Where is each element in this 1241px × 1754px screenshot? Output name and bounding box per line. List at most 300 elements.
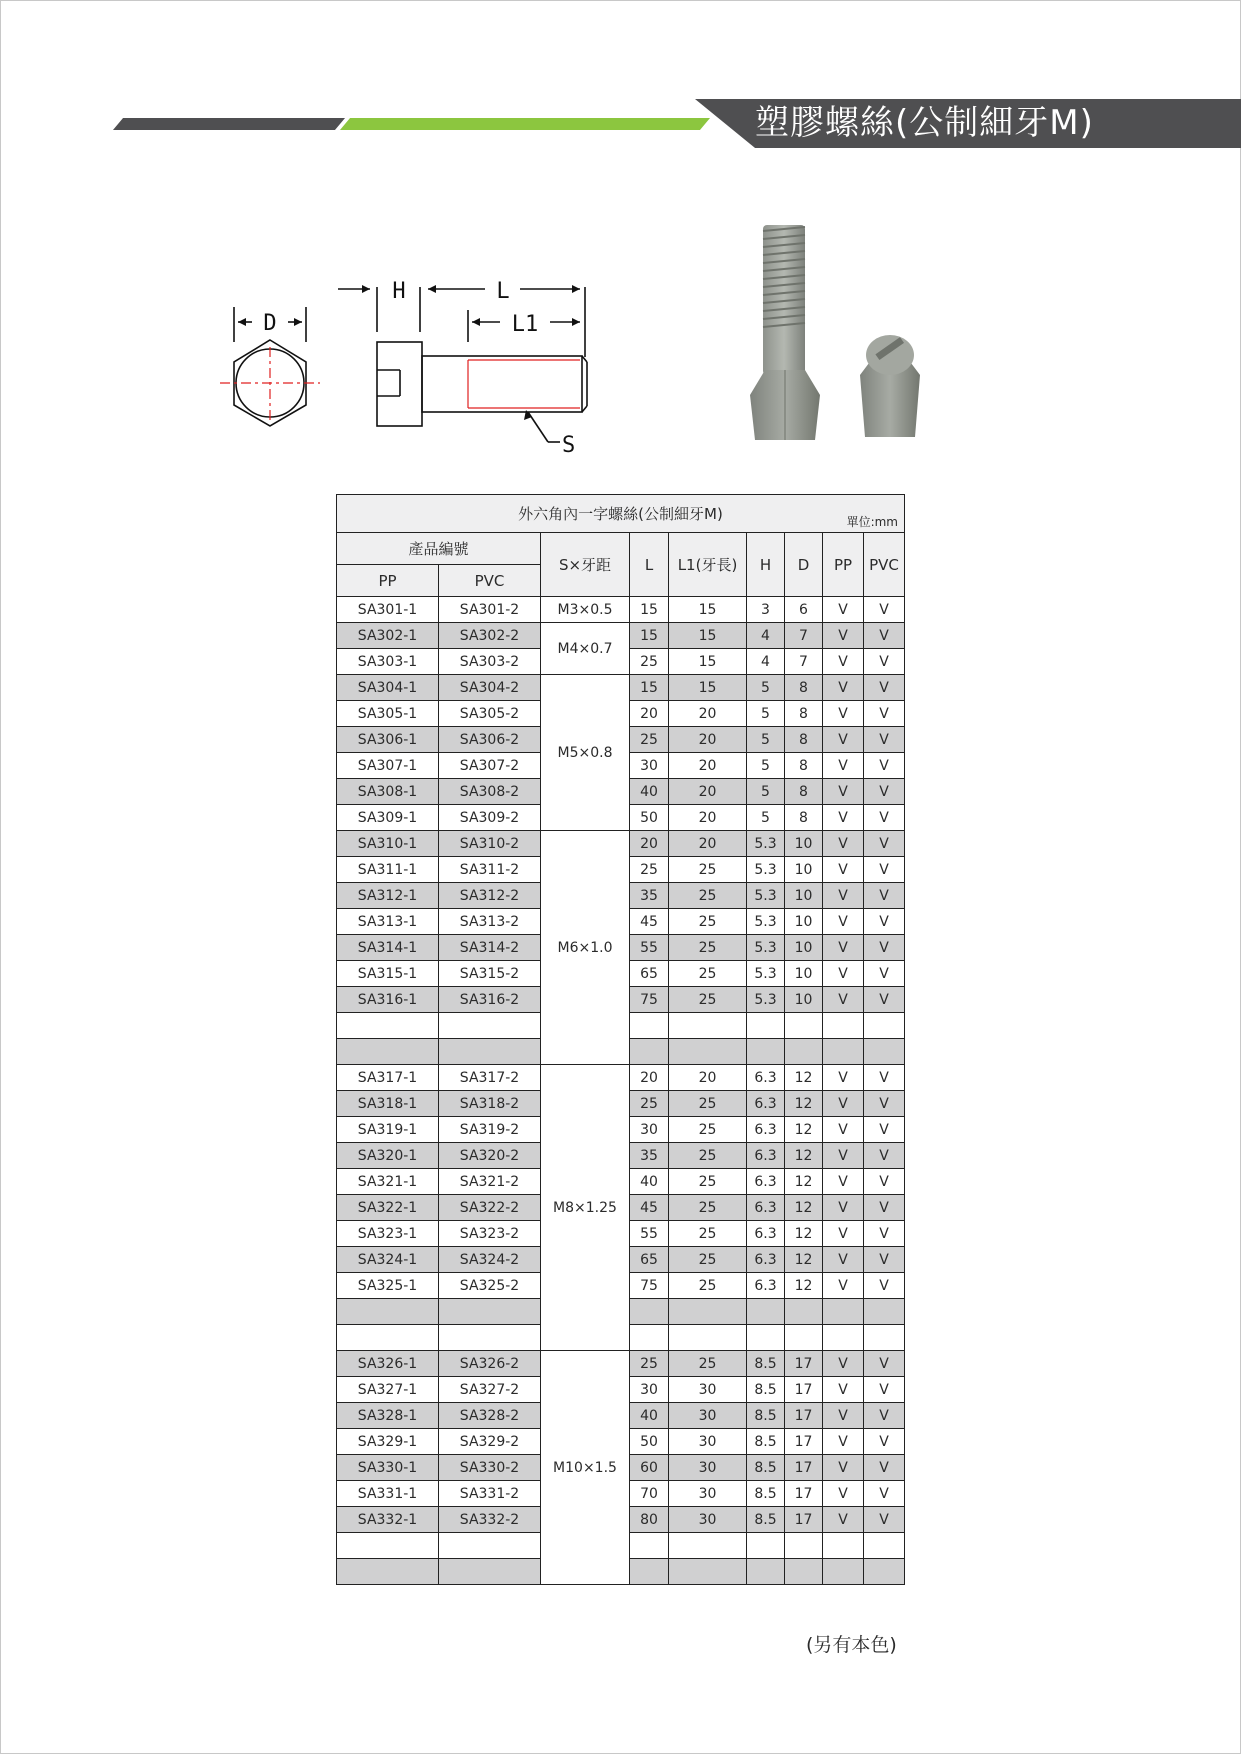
cell-head-height: 8.5 xyxy=(747,1455,785,1481)
cell-pvc-code: SA304-2 xyxy=(439,675,541,701)
cell-thread-length xyxy=(669,1533,747,1559)
cell-width-across-flats: 12 xyxy=(785,1221,823,1247)
cell-pp-code: SA314-1 xyxy=(337,935,439,961)
cell-length: 20 xyxy=(630,831,669,857)
cell-pp-code: SA315-1 xyxy=(337,961,439,987)
cell-pp-available: V xyxy=(823,1429,864,1455)
cell-head-height: 8.5 xyxy=(747,1481,785,1507)
cell-pp-available xyxy=(823,1299,864,1325)
cell-pp-code xyxy=(337,1325,439,1351)
cell-head-height: 5 xyxy=(747,727,785,753)
cell-length xyxy=(630,1325,669,1351)
cell-pvc-code xyxy=(439,1559,541,1585)
table-unit: 單位:mm xyxy=(846,515,898,529)
cell-length: 60 xyxy=(630,1455,669,1481)
cell-length: 55 xyxy=(630,935,669,961)
cell-thread-length xyxy=(669,1325,747,1351)
table-row xyxy=(337,623,905,649)
cell-thread-length: 25 xyxy=(669,961,747,987)
cell-pvc-available xyxy=(864,1533,905,1559)
cell-width-across-flats: 6 xyxy=(785,597,823,623)
cell-pvc-code: SA327-2 xyxy=(439,1377,541,1403)
cell-pvc-code: SA306-2 xyxy=(439,727,541,753)
cell-pvc-available: V xyxy=(864,987,905,1013)
cell-width-across-flats: 12 xyxy=(785,1143,823,1169)
cell-head-height: 6.3 xyxy=(747,1273,785,1299)
cell-head-height: 5.3 xyxy=(747,857,785,883)
cell-width-across-flats xyxy=(785,1299,823,1325)
cell-head-height: 6.3 xyxy=(747,1221,785,1247)
cell-thread-length: 25 xyxy=(669,1221,747,1247)
page-title: 塑膠螺絲(公制細牙M) xyxy=(755,103,1094,143)
cell-pvc-code xyxy=(439,1013,541,1039)
cell-pp-available xyxy=(823,1013,864,1039)
cell-thread-length: 15 xyxy=(669,623,747,649)
cell-pp-code: SA332-1 xyxy=(337,1507,439,1533)
cell-pvc-available: V xyxy=(864,857,905,883)
cell-pvc-available: V xyxy=(864,779,905,805)
product-photo xyxy=(735,215,935,455)
table-row xyxy=(337,1351,905,1377)
diagram-label-h: H xyxy=(392,279,406,304)
cell-pp-available xyxy=(823,1559,864,1585)
cell-pvc-available: V xyxy=(864,1169,905,1195)
cell-pp-available: V xyxy=(823,1221,864,1247)
cell-head-height: 5.3 xyxy=(747,831,785,857)
diagram-label-l1: L1 xyxy=(511,312,539,337)
cell-pp-code xyxy=(337,1559,439,1585)
header-h: H xyxy=(747,533,785,597)
cell-pvc-available: V xyxy=(864,1143,905,1169)
cell-pp-code: SA305-1 xyxy=(337,701,439,727)
cell-length: 40 xyxy=(630,1403,669,1429)
cell-pvc-available: V xyxy=(864,961,905,987)
cell-width-across-flats xyxy=(785,1533,823,1559)
table-row xyxy=(337,831,905,857)
spec-table xyxy=(336,494,905,1585)
cell-head-height: 8.5 xyxy=(747,1403,785,1429)
cell-length: 35 xyxy=(630,883,669,909)
cell-head-height: 8.5 xyxy=(747,1429,785,1455)
cell-width-across-flats: 8 xyxy=(785,701,823,727)
header-pvc: PVC xyxy=(439,565,541,597)
cell-head-height: 5 xyxy=(747,701,785,727)
cell-thread-length: 30 xyxy=(669,1481,747,1507)
cell-pp-available: V xyxy=(823,1481,864,1507)
cell-pp-available: V xyxy=(823,701,864,727)
cell-thread-length: 25 xyxy=(669,883,747,909)
cell-head-height: 6.3 xyxy=(747,1195,785,1221)
cell-pp-available: V xyxy=(823,1117,864,1143)
cell-width-across-flats xyxy=(785,1559,823,1585)
cell-pp-code: SA328-1 xyxy=(337,1403,439,1429)
cell-length: 20 xyxy=(630,701,669,727)
cell-pvc-code: SA315-2 xyxy=(439,961,541,987)
cell-width-across-flats: 7 xyxy=(785,649,823,675)
cell-pvc-code xyxy=(439,1299,541,1325)
cell-width-across-flats: 17 xyxy=(785,1377,823,1403)
cell-width-across-flats: 17 xyxy=(785,1429,823,1455)
cell-pvc-code: SA313-2 xyxy=(439,909,541,935)
cell-pvc-available: V xyxy=(864,1221,905,1247)
cell-length: 15 xyxy=(630,675,669,701)
cell-pp-code: SA318-1 xyxy=(337,1091,439,1117)
cell-pp-code: SA317-1 xyxy=(337,1065,439,1091)
header-product-no: 產品編號 xyxy=(337,533,541,565)
cell-length: 20 xyxy=(630,1065,669,1091)
cell-pvc-available: V xyxy=(864,1117,905,1143)
cell-length: 65 xyxy=(630,961,669,987)
cell-pvc-available xyxy=(864,1013,905,1039)
cell-length: 25 xyxy=(630,727,669,753)
cell-pp-code: SA324-1 xyxy=(337,1247,439,1273)
cell-head-height xyxy=(747,1039,785,1065)
cell-thread-length: 25 xyxy=(669,1117,747,1143)
cell-width-across-flats: 10 xyxy=(785,935,823,961)
cell-pvc-code xyxy=(439,1325,541,1351)
cell-head-height: 6.3 xyxy=(747,1169,785,1195)
cell-width-across-flats xyxy=(785,1325,823,1351)
cell-thread-length: 20 xyxy=(669,831,747,857)
cell-pp-code: SA327-1 xyxy=(337,1377,439,1403)
cell-length: 25 xyxy=(630,857,669,883)
cell-head-height xyxy=(747,1299,785,1325)
cell-head-height xyxy=(747,1325,785,1351)
cell-pp-available: V xyxy=(823,779,864,805)
footer-note: (另有本色) xyxy=(806,1634,897,1656)
cell-pvc-available: V xyxy=(864,623,905,649)
cell-pvc-code: SA305-2 xyxy=(439,701,541,727)
cell-width-across-flats xyxy=(785,1013,823,1039)
cell-pp-code: SA320-1 xyxy=(337,1143,439,1169)
cell-pvc-available: V xyxy=(864,1065,905,1091)
cell-thread-length: 25 xyxy=(669,1091,747,1117)
cell-pp-code: SA316-1 xyxy=(337,987,439,1013)
table-row xyxy=(337,675,905,701)
header-dark-bar xyxy=(113,118,345,130)
cell-pp-code: SA323-1 xyxy=(337,1221,439,1247)
cell-width-across-flats: 10 xyxy=(785,909,823,935)
cell-width-across-flats: 12 xyxy=(785,1117,823,1143)
cell-length: 30 xyxy=(630,753,669,779)
cell-width-across-flats: 8 xyxy=(785,675,823,701)
header-pvc-material: PVC xyxy=(864,533,905,597)
cell-thread-length: 25 xyxy=(669,909,747,935)
cell-thread-pitch: M4×0.7 xyxy=(541,623,630,675)
header-l1: L1(牙長) xyxy=(669,533,747,597)
cell-thread-pitch: M6×1.0 xyxy=(541,831,630,1065)
cell-pp-available: V xyxy=(823,1143,864,1169)
cell-thread-length: 20 xyxy=(669,753,747,779)
diagram-label-s: S xyxy=(562,433,576,458)
cell-length xyxy=(630,1559,669,1585)
cell-pvc-available: V xyxy=(864,1273,905,1299)
cell-pp-available xyxy=(823,1039,864,1065)
cell-pp-code xyxy=(337,1299,439,1325)
cell-pp-code: SA309-1 xyxy=(337,805,439,831)
cell-pp-available: V xyxy=(823,1377,864,1403)
cell-length: 30 xyxy=(630,1377,669,1403)
cell-pp-available: V xyxy=(823,753,864,779)
table-row xyxy=(337,1065,905,1091)
cell-head-height: 5 xyxy=(747,779,785,805)
cell-width-across-flats: 12 xyxy=(785,1273,823,1299)
cell-pvc-available: V xyxy=(864,805,905,831)
cell-width-across-flats: 12 xyxy=(785,1195,823,1221)
cell-thread-length: 20 xyxy=(669,1065,747,1091)
cell-head-height: 6.3 xyxy=(747,1143,785,1169)
cell-thread-length xyxy=(669,1039,747,1065)
cell-pvc-available: V xyxy=(864,753,905,779)
cell-pp-code: SA321-1 xyxy=(337,1169,439,1195)
cell-length: 15 xyxy=(630,623,669,649)
cell-thread-length: 20 xyxy=(669,727,747,753)
cell-pvc-available: V xyxy=(864,1429,905,1455)
cell-pvc-code: SA314-2 xyxy=(439,935,541,961)
cell-width-across-flats: 12 xyxy=(785,1247,823,1273)
cell-thread-length: 20 xyxy=(669,701,747,727)
cell-pp-code xyxy=(337,1013,439,1039)
cell-head-height xyxy=(747,1533,785,1559)
cell-thread-length xyxy=(669,1559,747,1585)
cell-thread-length: 15 xyxy=(669,675,747,701)
cell-pvc-available: V xyxy=(864,597,905,623)
cell-head-height: 8.5 xyxy=(747,1351,785,1377)
cell-thread-length: 25 xyxy=(669,1195,747,1221)
cell-pp-code: SA308-1 xyxy=(337,779,439,805)
cell-width-across-flats: 10 xyxy=(785,961,823,987)
cell-pp-code: SA302-1 xyxy=(337,623,439,649)
cell-width-across-flats: 10 xyxy=(785,831,823,857)
header-pp-material: PP xyxy=(823,533,864,597)
cell-pp-available: V xyxy=(823,1091,864,1117)
screw-dimension-diagram xyxy=(210,262,610,462)
cell-pvc-available xyxy=(864,1325,905,1351)
cell-thread-pitch: M8×1.25 xyxy=(541,1065,630,1351)
cell-width-across-flats: 17 xyxy=(785,1481,823,1507)
cell-thread-length: 25 xyxy=(669,1247,747,1273)
cell-pp-available: V xyxy=(823,597,864,623)
cell-thread-length: 30 xyxy=(669,1377,747,1403)
cell-pp-code: SA304-1 xyxy=(337,675,439,701)
cell-pp-available: V xyxy=(823,987,864,1013)
cell-head-height xyxy=(747,1013,785,1039)
cell-head-height: 8.5 xyxy=(747,1377,785,1403)
cell-width-across-flats: 12 xyxy=(785,1169,823,1195)
cell-pvc-available: V xyxy=(864,1247,905,1273)
cell-length: 50 xyxy=(630,1429,669,1455)
cell-pp-available: V xyxy=(823,727,864,753)
cell-pvc-code: SA307-2 xyxy=(439,753,541,779)
cell-thread-length: 25 xyxy=(669,1143,747,1169)
cell-pvc-code: SA331-2 xyxy=(439,1481,541,1507)
header-pp: PP xyxy=(337,565,439,597)
cell-length xyxy=(630,1039,669,1065)
cell-pvc-available: V xyxy=(864,1481,905,1507)
cell-thread-pitch: M3×0.5 xyxy=(541,597,630,623)
cell-pvc-code: SA325-2 xyxy=(439,1273,541,1299)
cell-pp-code: SA331-1 xyxy=(337,1481,439,1507)
cell-pvc-available: V xyxy=(864,1455,905,1481)
cell-width-across-flats: 12 xyxy=(785,1065,823,1091)
cell-length: 80 xyxy=(630,1507,669,1533)
cell-head-height: 5.3 xyxy=(747,935,785,961)
cell-pp-code: SA326-1 xyxy=(337,1351,439,1377)
cell-pvc-available: V xyxy=(864,909,905,935)
cell-length: 25 xyxy=(630,1091,669,1117)
cell-pp-available: V xyxy=(823,675,864,701)
cell-length: 55 xyxy=(630,1221,669,1247)
cell-pp-code: SA322-1 xyxy=(337,1195,439,1221)
cell-pvc-code: SA317-2 xyxy=(439,1065,541,1091)
cell-head-height: 6.3 xyxy=(747,1091,785,1117)
cell-thread-length: 15 xyxy=(669,597,747,623)
cell-pp-available: V xyxy=(823,883,864,909)
cell-length: 40 xyxy=(630,779,669,805)
cell-pvc-available xyxy=(864,1039,905,1065)
cell-pp-code xyxy=(337,1039,439,1065)
cell-pp-available: V xyxy=(823,649,864,675)
cell-length: 75 xyxy=(630,1273,669,1299)
cell-pp-code: SA329-1 xyxy=(337,1429,439,1455)
cell-width-across-flats: 10 xyxy=(785,857,823,883)
cell-pp-code xyxy=(337,1533,439,1559)
cell-pvc-code: SA328-2 xyxy=(439,1403,541,1429)
cell-thread-length: 30 xyxy=(669,1455,747,1481)
cell-head-height: 5.3 xyxy=(747,961,785,987)
cell-pp-available: V xyxy=(823,831,864,857)
cell-length: 35 xyxy=(630,1143,669,1169)
cell-thread-length: 15 xyxy=(669,649,747,675)
header-d: D xyxy=(785,533,823,597)
cell-width-across-flats: 8 xyxy=(785,753,823,779)
cell-pvc-code: SA322-2 xyxy=(439,1195,541,1221)
header-pitch: S×牙距 xyxy=(541,533,630,597)
cell-pp-available: V xyxy=(823,623,864,649)
cell-length: 25 xyxy=(630,1351,669,1377)
cell-length: 25 xyxy=(630,649,669,675)
cell-pp-code: SA303-1 xyxy=(337,649,439,675)
cell-pvc-code: SA308-2 xyxy=(439,779,541,805)
cell-pp-code: SA306-1 xyxy=(337,727,439,753)
cell-pvc-code: SA318-2 xyxy=(439,1091,541,1117)
cell-pvc-code: SA311-2 xyxy=(439,857,541,883)
cell-pp-code: SA313-1 xyxy=(337,909,439,935)
cell-pvc-available: V xyxy=(864,649,905,675)
cell-pvc-available: V xyxy=(864,675,905,701)
cell-length: 75 xyxy=(630,987,669,1013)
cell-width-across-flats: 17 xyxy=(785,1403,823,1429)
cell-thread-length: 25 xyxy=(669,1351,747,1377)
cell-head-height: 6.3 xyxy=(747,1065,785,1091)
cell-width-across-flats: 17 xyxy=(785,1455,823,1481)
cell-head-height: 5.3 xyxy=(747,987,785,1013)
cell-pp-available: V xyxy=(823,961,864,987)
cell-head-height: 6.3 xyxy=(747,1117,785,1143)
cell-thread-length: 30 xyxy=(669,1429,747,1455)
spec-table-body xyxy=(337,597,905,1585)
cell-pvc-available: V xyxy=(864,727,905,753)
cell-thread-pitch: M5×0.8 xyxy=(541,675,630,831)
cell-pvc-code: SA323-2 xyxy=(439,1221,541,1247)
table-title: 外六角內一字螺絲(公制細牙M) xyxy=(518,505,723,523)
cell-width-across-flats: 10 xyxy=(785,883,823,909)
cell-pvc-code: SA321-2 xyxy=(439,1169,541,1195)
cell-length: 45 xyxy=(630,1195,669,1221)
table-row xyxy=(337,597,905,623)
cell-pp-available: V xyxy=(823,1169,864,1195)
cell-head-height: 3 xyxy=(747,597,785,623)
cell-head-height: 5 xyxy=(747,675,785,701)
cell-pvc-code: SA316-2 xyxy=(439,987,541,1013)
cell-thread-length: 30 xyxy=(669,1507,747,1533)
cell-pvc-code: SA320-2 xyxy=(439,1143,541,1169)
cell-pvc-available: V xyxy=(864,1091,905,1117)
cell-width-across-flats: 17 xyxy=(785,1351,823,1377)
cell-pp-code: SA319-1 xyxy=(337,1117,439,1143)
cell-pp-code: SA330-1 xyxy=(337,1455,439,1481)
cell-pvc-code: SA330-2 xyxy=(439,1455,541,1481)
cell-pp-code: SA325-1 xyxy=(337,1273,439,1299)
cell-pp-available: V xyxy=(823,1195,864,1221)
cell-pvc-code: SA324-2 xyxy=(439,1247,541,1273)
cell-pp-available: V xyxy=(823,1507,864,1533)
cell-pp-available xyxy=(823,1325,864,1351)
cell-length: 65 xyxy=(630,1247,669,1273)
cell-length xyxy=(630,1013,669,1039)
cell-width-across-flats: 7 xyxy=(785,623,823,649)
diagram-label-d: D xyxy=(263,311,277,336)
cell-length: 40 xyxy=(630,1169,669,1195)
cell-thread-length: 25 xyxy=(669,987,747,1013)
cell-thread-length: 25 xyxy=(669,1273,747,1299)
cell-pp-available: V xyxy=(823,1065,864,1091)
cell-pvc-available: V xyxy=(864,1377,905,1403)
diagram-label-l: L xyxy=(496,279,510,304)
cell-pp-available: V xyxy=(823,1455,864,1481)
cell-pp-available xyxy=(823,1533,864,1559)
header-green-bar xyxy=(340,118,710,130)
cell-width-across-flats: 8 xyxy=(785,779,823,805)
cell-width-across-flats: 8 xyxy=(785,727,823,753)
cell-thread-length: 20 xyxy=(669,805,747,831)
cell-pvc-available: V xyxy=(864,1403,905,1429)
cell-head-height xyxy=(747,1559,785,1585)
cell-pvc-available: V xyxy=(864,1507,905,1533)
cell-thread-length: 30 xyxy=(669,1403,747,1429)
cell-pp-code: SA312-1 xyxy=(337,883,439,909)
cell-width-across-flats: 8 xyxy=(785,805,823,831)
cell-length: 30 xyxy=(630,1117,669,1143)
cell-pp-available: V xyxy=(823,1247,864,1273)
cell-width-across-flats: 12 xyxy=(785,1091,823,1117)
cell-pvc-code: SA303-2 xyxy=(439,649,541,675)
cell-pvc-code xyxy=(439,1039,541,1065)
header-l: L xyxy=(630,533,669,597)
cell-pvc-code: SA312-2 xyxy=(439,883,541,909)
cell-pp-available: V xyxy=(823,1351,864,1377)
cell-thread-length: 20 xyxy=(669,779,747,805)
cell-pvc-code: SA326-2 xyxy=(439,1351,541,1377)
cell-width-across-flats xyxy=(785,1039,823,1065)
cell-pp-available: V xyxy=(823,857,864,883)
cell-pvc-available: V xyxy=(864,831,905,857)
cell-pp-available: V xyxy=(823,805,864,831)
cell-pp-available: V xyxy=(823,1403,864,1429)
cell-head-height: 4 xyxy=(747,623,785,649)
cell-length: 45 xyxy=(630,909,669,935)
cell-pp-available: V xyxy=(823,1273,864,1299)
